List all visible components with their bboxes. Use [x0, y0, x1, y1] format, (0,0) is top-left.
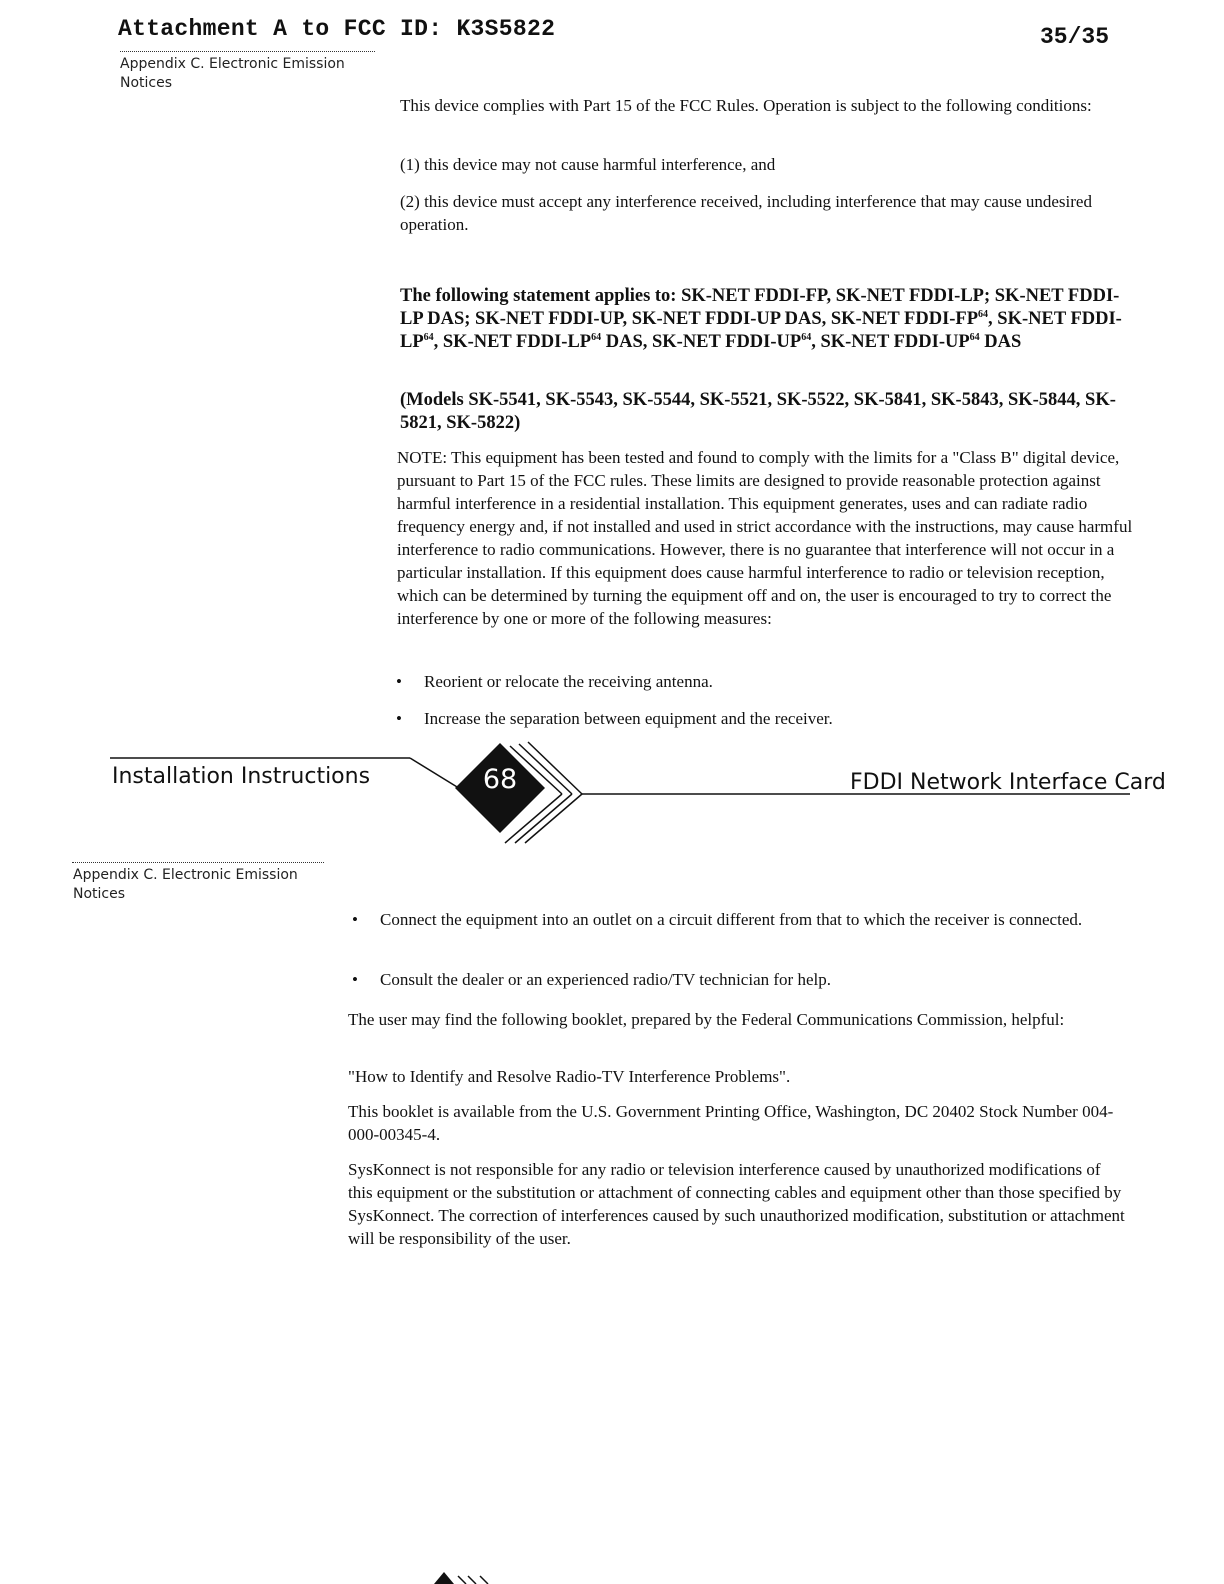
statement-part-d: DAS, SK-NET FDDI-UP: [601, 332, 802, 352]
side-label-rule: [72, 862, 324, 863]
side-label-rule: [120, 51, 375, 52]
bullet-dot: •: [352, 970, 358, 989]
note-text: This equipment has been tested and found to comply with the limits for a "Class B" digital device, pursuant to Part 15 of the FCC rules. These limits are designed to provide reasonable protection against harmful interference in a residential installation. This equipment generates, uses and can radiate radio frequency energy and, if not installed and used in strict accordance with the instructions, may cause harmful interference to radio communications. However, there is no guarantee that interference will not occur in a particular installation. If this equipment does cause harmful interference to radio or television reception, which can be determined by turning the equipment off and on, the user is encouraged to try to correct the interference by one or more of the following measures:: [397, 448, 1133, 628]
superscript-64: 64: [591, 332, 602, 343]
booklet-availability: This booklet is available from the U.S. Government Printing Office, Washington, DC 20402 Stock Number 004-000-00345-4.: [348, 1102, 1114, 1144]
note-label: NOTE:: [397, 448, 448, 467]
statement-part-f: DAS: [979, 332, 1022, 352]
booklet-title: "How to Identify and Resolve Radio-TV Interference Problems".: [348, 1067, 791, 1086]
superscript-64: 64: [801, 332, 812, 343]
bullet-item: [352, 908, 1122, 931]
footer-left-title: Installation Instructions: [112, 764, 371, 789]
condition-1: (1) this device may not cause harmful interference, and: [400, 155, 776, 174]
booklet-intro: The user may find the following booklet, prepared by the Federal Communications Commission, helpful:: [348, 1010, 1065, 1029]
disclaimer-paragraph: SysKonnect is not responsible for any radio or television interference caused by unauthorized modifications of this equipment or the substitution or attachment of connecting cables and equipment other than those specified by SysKonnect. The correction of interferences caused by such unauthorized modification, substitution or attachment will be responsibility of the user.: [348, 1160, 1125, 1248]
statement-part-c: , SK-NET FDDI-LP: [433, 332, 592, 352]
bullet-dot: •: [396, 709, 402, 728]
bullet-dot: •: [352, 910, 358, 929]
side-label-line2: Notices: [73, 886, 126, 902]
page-number: 35/35: [1040, 24, 1110, 50]
condition-2: (2) this device must accept any interference received, including interference that may cause undesired operation.: [400, 192, 1092, 234]
side-label: [120, 55, 345, 93]
side-label-line1: Appendix C. Electronic Emission: [120, 56, 345, 72]
side-label-line1: Appendix C. Electronic Emission: [73, 867, 298, 883]
superscript-64: 64: [423, 332, 434, 343]
superscript-64: 64: [969, 332, 980, 343]
footer-rule-graphic: [100, 738, 1166, 853]
statement-part-b: , SK-NET FDDI-LP: [400, 309, 1122, 352]
applicability-statement: [400, 285, 1140, 354]
note-paragraph: [397, 446, 1139, 630]
statement-part-e: , SK-NET FDDI-UP: [811, 332, 970, 352]
bullet-text: Consult the dealer or an experienced radio/TV technician for help.: [380, 970, 831, 989]
bullet-dot: •: [396, 672, 402, 691]
bottom-cropped-mark: [430, 1572, 500, 1584]
compliance-intro: This device complies with Part 15 of the FCC Rules. Operation is subject to the following conditions:: [400, 96, 1092, 115]
statement-part-a: The following statement applies to: SK-NET FDDI-FP, SK-NET FDDI-LP; SK-NET FDDI-LP DAS; SK-NET FDDI-UP, SK-NET FDDI-UP DAS, SK-NET FDDI-FP: [400, 286, 1120, 329]
document-title: Attachment A to FCC ID: K3S5822: [118, 16, 556, 42]
page-badge-number: 68: [482, 764, 518, 795]
bullet-text: Reorient or relocate the receiving antenna.: [424, 672, 713, 691]
superscript-64: 64: [978, 309, 989, 320]
side-label-line2: Notices: [120, 75, 173, 91]
models-list: (Models SK-5541, SK-5543, SK-5544, SK-5521, SK-5522, SK-5841, SK-5843, SK-5844, SK-5821, SK-5822): [400, 390, 1116, 433]
bullet-item: [352, 968, 1122, 991]
bullet-text: Connect the equipment into an outlet on a circuit different from that to which the receiver is connected.: [380, 910, 1083, 929]
bullet-item: [396, 707, 1136, 730]
side-label: [73, 866, 298, 904]
bullet-item: [396, 670, 1136, 693]
footer-right-title: FDDI Network Interface Card: [850, 770, 1166, 795]
bullet-text: Increase the separation between equipment and the receiver.: [424, 709, 833, 728]
